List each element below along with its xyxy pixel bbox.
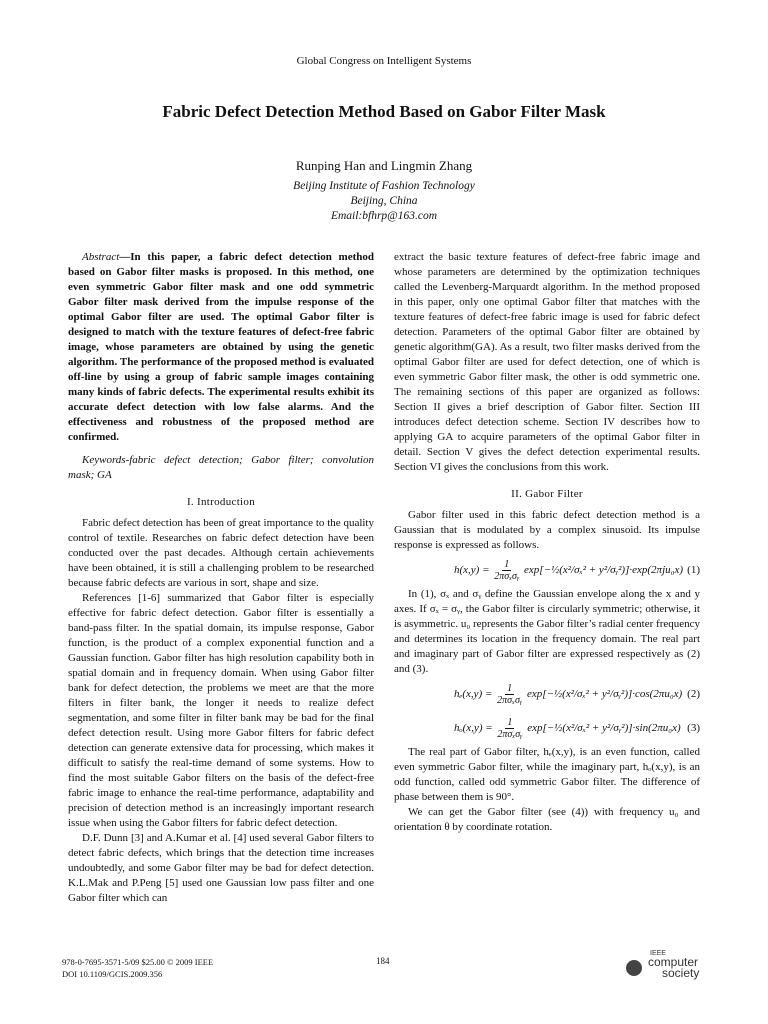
paragraph-last: We can get the Gabor filter (see (4)) with frequency u₀ and orientation θ by coordinate rotation.	[394, 806, 700, 833]
right-paragraph-1: extract the basic texture features of defect-free fabric image and whose parameters are determined by the optimization techniques called the Levenberg-Marquardt algorithm. In the method proposed in this paper, only one optimal Gabor filter that matches with the texture features of defect-free fabric image is used for fabric defect detection. Parameters of the optimal Gabor filter are obtained by genetic algorithm(GA). As a result, two filter masks derived from the optimal Gabor filter are used for defect detection, one of which is even symmetric Gabor filter mask, the other is odd symmetric one. The remaining sections of this paper are organized as follows: Section II gives a brief description of Gabor filter. Section III introduces defect detection scheme. Section IV describes how to applying GA to acquire parameters of the optimal Gabor filter in detail. Section V gives the defect detection experimental results. Section VI gives the conclusions from this work.	[394, 251, 700, 473]
eq1-body: exp[−½(x²/σₓ² + y²/σᵧ²)]·exp(2πju₀x)	[524, 563, 683, 576]
eq3-fraction	[497, 717, 522, 740]
abstract-text: —In this paper, a fabric defect detection method based on Gabor filter masks is proposed. In this method, one even symmetric Gabor filter mask and one odd symmetric Gabor filter mask derived from the impulse response of the optimal Gabor filter are used. The optimal Gabor filter is designed to match with the texture features of defect-free fabric image, whose parameters are obtained by using the genetic algorithm. The performance of the proposed method is evaluated off-line by using a group of fabric sample images containing many kinds of fabric defects. The experimental results exhibit its accurate defect detection with low false alarms. And the effectiveness and robustness of the proposed method are confirmed.	[68, 251, 374, 443]
eq3-body: exp[−½(x²/σₓ² + y²/σᵧ²)]·sin(2πu₀x)	[527, 721, 681, 734]
equation-2	[394, 677, 700, 711]
abstract-label: Abstract	[82, 251, 120, 263]
eq2-denominator: 2πσₓσᵧ	[497, 694, 523, 706]
eq2-body: exp[−½(x²/σₓ² + y²/σᵧ²)]·cos(2πu₀x)	[526, 687, 683, 700]
logo-wordmark	[648, 957, 699, 979]
affiliation-location: Beijing, China	[350, 195, 418, 207]
footer-doi: DOI 10.1109/GCIS.2009.356	[62, 969, 163, 979]
eq2-numerator: 1	[507, 682, 513, 694]
logo-word-computer: computer	[648, 955, 699, 969]
eq1-lhs: h(x,y) =	[454, 563, 490, 576]
page-number: 184	[376, 956, 390, 966]
affiliation-email: Email:bfhrp@163.com	[330, 210, 438, 222]
footer-copyright	[62, 956, 213, 980]
eq3-denominator: 2πσₓσᵧ	[497, 728, 523, 740]
eq3-lhs: hₒ(x,y) =	[454, 721, 493, 734]
eq3-numerator: 1	[507, 716, 513, 728]
equation-1	[394, 553, 700, 587]
footer-isbn: 978-0-7695-3571-5/09 $25.00 © 2009 IEEE	[62, 957, 214, 967]
intro-paragraph-1: Fabric defect detection has been of great importance to the quality control of textile. Researches on fabric defect detection have been conducted over the past decades. Although certain achievements have been obtained, it is still a challenging problem to be researched because fabric defects are various in sort, shape and size.	[68, 517, 374, 589]
equation-3	[394, 711, 700, 745]
eq2-fraction	[497, 683, 522, 706]
intro-paragraph-2: References [1-6] summarized that Gabor filter is especially effective for fabric defect detection. Gabor filter is essentially a band-pass filter. In the spatial domain, its impulse response, Gabor function, is the product of a complex exponential function and a Gaussian function. Gabor filter has high resolution capability both in spatial domain and in frequency domain. When using Gabor filter bank for defect detection, the problems we meet are that the more filters in filter bank, the longer it needs to realize defect segmentation, and some filter in filter bank may be bad for the final defect detection result. Using more Gabor filters for fabric defect detection can generate extensive data for processing, which makes it difficult to satisfy the real-time demand of some systems. How to find the most suitable Gabor filters on the basis of the defect-free fabric image to enhance the real-time performance, adaptability and precision of detection method is an increasingly important research issue when using the Gabor filters for fabric defect detection.	[68, 592, 374, 829]
paragraph-after-eq3: The real part of Gabor filter, hₑ(x,y), is an even function, called even symmetric Gabor filter, while the imaginary part, hₒ(x,y), is an odd function, called odd symmetric Gabor filter. The difference of phase between them is 90°.	[394, 746, 700, 803]
eq1-denominator: 2πσₓσᵧ	[494, 570, 520, 582]
conference-header: Global Congress on Intelligent Systems	[296, 55, 472, 67]
eq1-label: (1)	[687, 563, 700, 576]
affiliation-institute: Beijing Institute of Fashion Technology	[293, 180, 475, 192]
right-column	[394, 250, 700, 835]
paragraph-after-eq1: In (1), σₓ and σᵧ define the Gaussian envelope along the x and y axes. If σₓ = σᵧ, the Gabor filter is circularly symmetric; otherwise, it is asymmetric. u₀ represents the Gabor filter’s radial center frequency and determines its location in the frequency domain. The real part and imaginary part of Gabor filter are expressed respectively as (2) and (3).	[394, 588, 701, 675]
eq1-numerator: 1	[504, 558, 510, 570]
abstract	[68, 250, 374, 445]
eq3-label: (3)	[687, 721, 700, 734]
authors: Runping Han and Lingmin Zhang	[295, 158, 473, 173]
logo-word-society: society	[662, 966, 700, 980]
logo-ieee-text: IEEE	[650, 950, 666, 957]
paper-title: Fabric Defect Detection Method Based on Gabor Filter Mask	[162, 102, 606, 121]
section-heading-gabor-filter: II. Gabor Filter	[511, 488, 583, 500]
eq1-fraction	[494, 559, 519, 582]
left-column	[68, 250, 374, 906]
gabor-intro-paragraph: Gabor filter used in this fabric defect detection method is a Gaussian that is modulated by a complex sinusoid. Its impulse response is expressed as follows.	[394, 509, 700, 551]
keywords: Keywords-fabric defect detection; Gabor filter; convolution mask; GA	[68, 454, 374, 481]
intro-paragraph-3: D.F. Dunn [3] and A.Kumar et al. [4] used several Gabor filters to detect fabric defects, which brings that the detection time increases undoubtedly, and some Gabor filter may be bad for defect detection. K.L.Mak and P.Peng [5] used one Gaussian low pass filter and one Gabor filter which can	[68, 832, 374, 904]
section-heading-introduction: I. Introduction	[186, 496, 256, 508]
eq2-label: (2)	[687, 687, 700, 700]
globe-icon	[626, 960, 642, 976]
eq2-lhs: hₑ(x,y) =	[454, 687, 493, 700]
ieee-computer-society-logo	[626, 950, 726, 980]
